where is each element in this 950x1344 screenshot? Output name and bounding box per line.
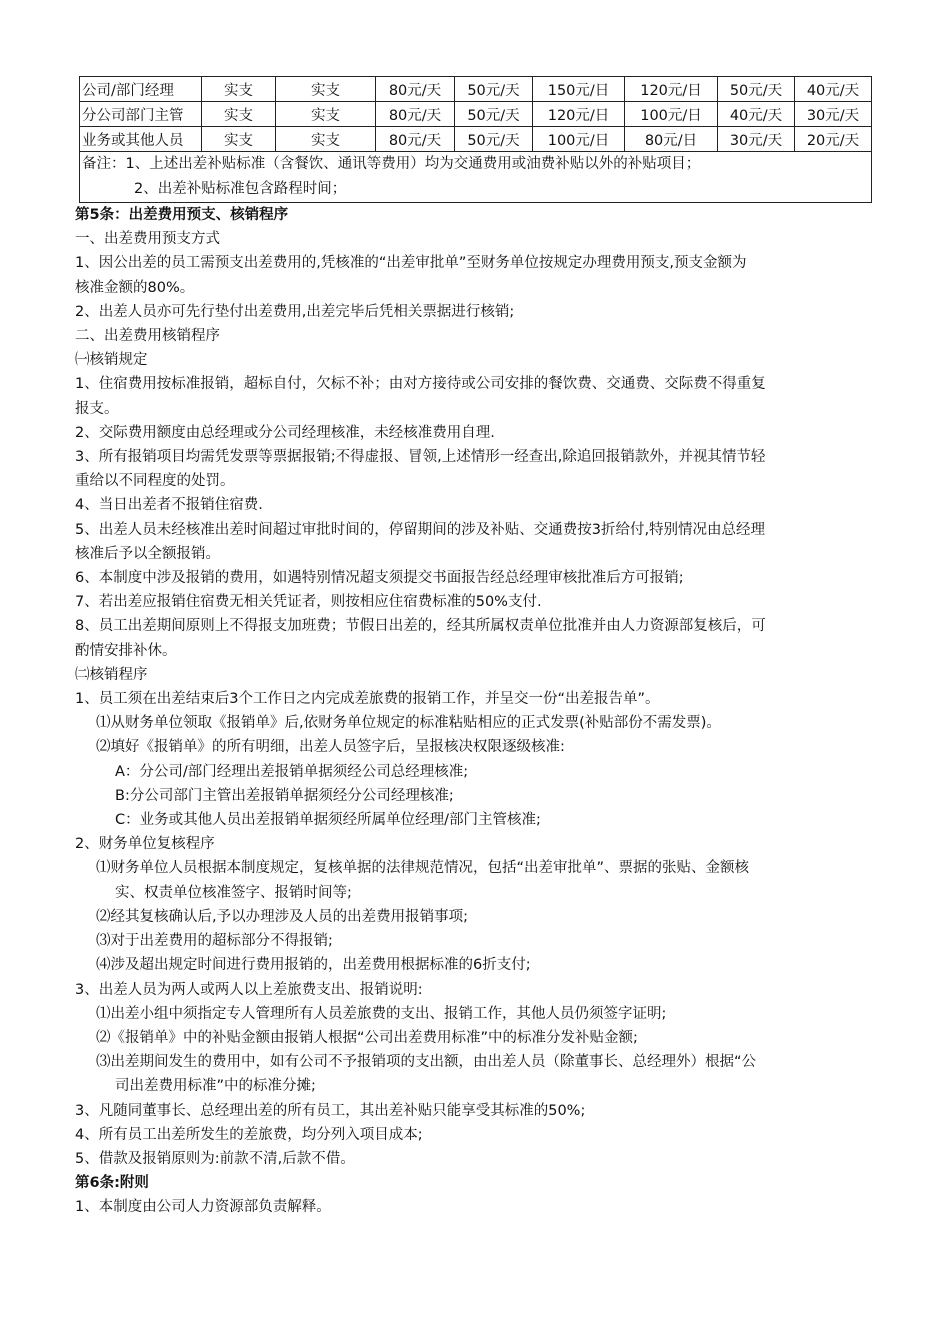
text-line: 7、若出差应报销住宿费无相关凭证者，则按相应住宿费标准的50%支付. bbox=[75, 594, 542, 611]
document-body bbox=[75, 203, 885, 1220]
text-line: 5、出差人员未经核准出差时间超过审批时间的，停留期间的涉及补贴、交通费按3折给付,特别情况由总经理 bbox=[75, 521, 766, 538]
table-cell: 40元/天 bbox=[718, 102, 795, 127]
text-line: 4、所有员工出差所发生的差旅费，均分列入项目成本; bbox=[75, 1126, 423, 1143]
text-line: A：分公司/部门经理出差报销单据须经公司总经理核准; bbox=[115, 763, 469, 780]
text-line: 3、所有报销项目均需凭发票等票据报销;不得虚报、冒领,上述情形一经查出,除追回报销款外，并视其情节轻 bbox=[75, 449, 766, 466]
text-line: ⑵填好《报销单》的所有明细，出差人员签字后，呈报核决权限逐级核准: bbox=[96, 739, 565, 756]
table-cell: 40元/天 bbox=[795, 77, 872, 102]
table-note bbox=[80, 152, 872, 203]
table-cell: 100元/日 bbox=[625, 102, 718, 127]
text-line: 实、权责单位核准签字、报销时间等; bbox=[115, 884, 352, 901]
table-cell-role: 公司/部门经理 bbox=[80, 77, 202, 102]
table-cell: 实支 bbox=[276, 102, 376, 127]
table-row bbox=[80, 102, 872, 127]
table-cell: 30元/天 bbox=[718, 127, 795, 152]
text-line: 核准金额的80%。 bbox=[75, 279, 195, 296]
text-line: ⑵《报销单》中的补贴金额由报销人根据“公司出差费用标准”中的标准分发补贴金额; bbox=[96, 1029, 638, 1046]
table-cell: 50元/天 bbox=[455, 127, 533, 152]
text-line: ⑶出差期间发生的费用中，如有公司不予报销项的支出额，由出差人员（除董事长、总经理外）根据“公 bbox=[96, 1054, 757, 1071]
table-cell: 150元/日 bbox=[533, 77, 625, 102]
table-cell: 50元/天 bbox=[455, 77, 533, 102]
text-line: 2、出差人员亦可先行垫付出差费用,出差完毕后凭相关票据进行核销; bbox=[75, 303, 515, 320]
text-line: 1、住宿费用按标准报销，超标自付，欠标不补；由对方接待或公司安排的餐饮费、交通费、交际费不得重复 bbox=[75, 376, 766, 393]
travel-allowance-table bbox=[79, 76, 872, 203]
table-cell: 实支 bbox=[202, 102, 276, 127]
text-line: 二、出差费用核销程序 bbox=[75, 328, 220, 345]
text-line: 3、出差人员为两人或两人以上差旅费支出、报销说明: bbox=[75, 981, 423, 998]
text-line: ⑵经其复核确认后,予以办理涉及人员的出差费用报销事项; bbox=[96, 908, 468, 925]
text-line: 3、凡随同董事长、总经理出差的所有员工，其出差补贴只能享受其标准的50%; bbox=[75, 1102, 586, 1119]
table-cell: 100元/日 bbox=[533, 127, 625, 152]
text-line: 酌情安排补休。 bbox=[75, 642, 177, 659]
table-cell: 80元/天 bbox=[376, 77, 455, 102]
table-cell: 120元/日 bbox=[533, 102, 625, 127]
text-line: 重给以不同程度的处罚。 bbox=[75, 473, 235, 490]
text-line: C：业务或其他人员出差报销单据须经所属单位经理/部门主管核准; bbox=[115, 812, 541, 829]
text-line: 报支。 bbox=[75, 400, 119, 417]
text-line: ⑶对于出差费用的超标部分不得报销; bbox=[96, 933, 333, 950]
table-cell: 30元/天 bbox=[795, 102, 872, 127]
text-line: 1、因公出差的员工需预支出差费用的,凭核准的“出差审批单”至财务单位按规定办理费用预支,预支金额为 bbox=[75, 255, 747, 272]
text-line: ㈡核销程序 bbox=[75, 666, 148, 683]
table-cell: 20元/天 bbox=[795, 127, 872, 152]
text-line: 司出差费用标准”中的标准分摊; bbox=[115, 1078, 316, 1095]
section-heading: 第5条：出差费用预支、核销程序 bbox=[75, 207, 289, 223]
text-line: 1、员工须在出差结束后3个工作日之内完成差旅费的报销工作，并呈交一份“出差报告单”。 bbox=[75, 691, 660, 708]
text-line: 5、借款及报销原则为:前款不清,后款不借。 bbox=[75, 1150, 355, 1167]
table-row bbox=[80, 127, 872, 152]
text-line: 2、交际费用额度由总经理或分公司经理核准，未经核准费用自理. bbox=[75, 424, 495, 441]
text-line: 1、本制度由公司人力资源部负责解释。 bbox=[75, 1199, 331, 1216]
table-cell-role: 分公司部门主管 bbox=[80, 102, 202, 127]
table-cell: 80元/日 bbox=[625, 127, 718, 152]
text-line: ⑴财务单位人员根据本制度规定，复核单据的法律规范情况，包括“出差审批单”、票据的张贴、金额核 bbox=[96, 860, 750, 877]
text-line: 一、出差费用预支方式 bbox=[75, 231, 220, 248]
text-line: 8、员工出差期间原则上不得报支加班费；节假日出差的，经其所属权责单位批准并由人力资源部复核后，可 bbox=[75, 618, 766, 635]
table-cell: 实支 bbox=[202, 77, 276, 102]
note-line-2: 2、出差补贴标准包含路程时间； bbox=[134, 181, 347, 197]
text-line: ⑴出差小组中须指定专人管理所有人员差旅费的支出、报销工作，其他人员仍须签字证明; bbox=[96, 1005, 667, 1022]
table-cell: 实支 bbox=[202, 127, 276, 152]
text-line: 6、本制度中涉及报销的费用，如遇特别情况超支须提交书面报告经总经理审核批准后方可报销; bbox=[75, 570, 684, 587]
table-cell: 50元/天 bbox=[455, 102, 533, 127]
table-row bbox=[80, 77, 872, 102]
text-line: B:分公司部门主管出差报销单据须经分公司经理核准; bbox=[115, 787, 454, 804]
table-cell: 50元/天 bbox=[718, 77, 795, 102]
table-cell: 实支 bbox=[276, 127, 376, 152]
text-line: ⑷涉及超出规定时间进行费用报销的，出差费用根据标准的6折支付; bbox=[96, 957, 531, 974]
text-line: 2、财务单位复核程序 bbox=[75, 836, 215, 853]
table-cell-role: 业务或其他人员 bbox=[80, 127, 202, 152]
note-line-1: 备注：1、上述出差补贴标准（含餐饮、通讯等费用）均为交通费用或油费补贴以外的补贴项目； bbox=[82, 156, 701, 172]
text-line: ㈠核销规定 bbox=[75, 352, 148, 369]
table-cell: 80元/天 bbox=[376, 127, 455, 152]
text-line: 4、当日出差者不报销住宿费. bbox=[75, 497, 263, 514]
table-cell: 120元/日 bbox=[625, 77, 718, 102]
table-note-row bbox=[80, 152, 872, 203]
section-heading: 第6条:附则 bbox=[75, 1175, 149, 1192]
table-cell: 80元/天 bbox=[376, 102, 455, 127]
text-line: 核准后予以全额报销。 bbox=[75, 545, 220, 562]
table-cell: 实支 bbox=[276, 77, 376, 102]
text-line: ⑴从财务单位领取《报销单》后,依财务单位规定的标准粘贴相应的正式发票(补贴部份不需发票)。 bbox=[96, 715, 721, 732]
